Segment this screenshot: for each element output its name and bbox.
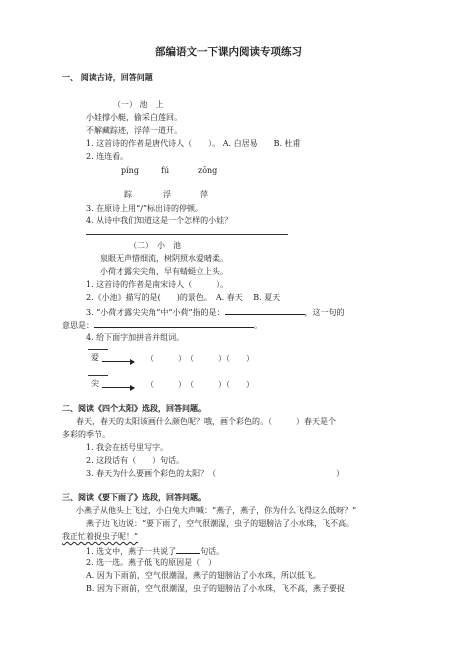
section-3-passage-1: 小燕子从他头上飞过，小白兔大声喊：“燕子，燕子，你为什么飞得这么低呀？” <box>76 506 357 515</box>
word-jian: 尖 <box>91 379 99 388</box>
section-2-passage-1: 春天，春天的太阳该画什么颜色呢？哦，画个彩色的。（ ）春天是个 <box>76 417 336 426</box>
question-2-1: 1. 这首诗的作者是南宋诗人（ ）。 <box>86 280 229 289</box>
pinyin-3: zōng <box>198 166 218 175</box>
answer-blank-2-3-meaning[interactable] <box>94 319 254 328</box>
poem-1-title: （一） 池 上 <box>113 100 164 109</box>
question-1-4: 4. 从诗中我们知道这是一个怎样的小娃？ <box>86 216 233 225</box>
section-2-passage-2: 多彩的季节。 <box>62 430 110 439</box>
section-3-question-2: 2. 选一选。燕子低飞的原因是（ ） <box>86 558 217 567</box>
poem-2-title: （二） 小 池 <box>129 241 181 250</box>
question-2-3: 3. “小荷才露尖尖角”中“小荷”指的是： ，这一句的 <box>86 308 345 317</box>
section-3-passage-3: 我正忙着捉虫子呢！” <box>62 532 139 541</box>
pinyin-blank-1[interactable] <box>88 349 108 350</box>
answer-blank-3-1[interactable] <box>176 545 200 554</box>
section-2-question-2: 2. 这段话有（ ）句话。 <box>86 456 185 465</box>
char-1: 踪 <box>124 190 132 199</box>
paren-row-1[interactable]: （ ） （ ）（ ） <box>146 354 254 363</box>
question-1-1: 1. 这首诗的作者是唐代诗人（ ）。 A. 白居易 B. 杜甫 <box>86 139 301 148</box>
arrow-icon <box>102 361 134 362</box>
option-a[interactable]: A. 因为下雨前，空气很潮湿，燕子的翅膀沾了小水珠，所以低飞。 <box>86 571 321 580</box>
paren-row-2[interactable]: （ ） （ ）（ ） <box>146 380 254 389</box>
page-title: 部编语文一下课内阅读专项练习 <box>155 46 302 58</box>
option-b[interactable]: B. 因为下雨前，空气很潮湿，虫子的翅膀沾了小水珠，飞不高，燕子要捉 <box>86 584 345 593</box>
arrow-icon <box>102 387 134 388</box>
char-3: 萍 <box>200 190 208 199</box>
answer-blank-2-3[interactable] <box>225 306 305 315</box>
char-2: 浮 <box>163 190 171 199</box>
question-2-2: 2.《小池》描写的是( )的景色。 A. 春天 B. 夏天 <box>86 293 281 302</box>
section-3-question-1: 1. 选文中，燕子一共说了 句话。 <box>86 547 225 556</box>
question-1-2: 2. 连连看。 <box>86 152 129 161</box>
section-2-question-3: 3. 春天为什么要画个彩色的太阳？（ ） <box>86 469 345 478</box>
question-1-3: 3. 在原诗上用“/”标出诗的停顿。 <box>86 204 204 213</box>
pinyin-2: fú <box>161 166 170 175</box>
poem-1-line-2: 不解藏踪迹，浮萍一道开。 <box>86 126 182 135</box>
section-3-heading: 三、阅读《要下雨了》选段，回答问题。 <box>62 493 206 502</box>
poem-2-line-2: 小荷才露尖尖角，早有蜻蜓立上头。 <box>100 267 228 276</box>
answer-line-1-4[interactable] <box>86 234 288 235</box>
pinyin-blank-2[interactable] <box>88 375 108 376</box>
poem-1-line-1: 小娃撑小艇，偷采白莲回。 <box>86 113 182 122</box>
pinyin-1: píng <box>121 166 139 175</box>
question-2-3-meaning: 意思是： 。 <box>62 321 262 330</box>
question-2-4: 4. 给下面字加拼音并组词。 <box>86 333 185 342</box>
section-2-heading: 二、阅读《四个太阳》选段，回答问题。 <box>62 404 206 413</box>
word-ai: 爱 <box>91 353 99 362</box>
poem-2-line-1: 泉眼无声惜细流，树阴照水爱晴柔。 <box>100 254 228 263</box>
section-1-heading: 一、 阅读古诗，回答问题 <box>62 73 153 82</box>
section-3-passage-2: 燕子边飞边说：“要下雨了，空气很潮湿，虫子的翅膀沾了小水珠，飞不高。 <box>86 519 355 528</box>
section-2-question-1: 1. 我会在括号里写字。 <box>86 443 169 452</box>
